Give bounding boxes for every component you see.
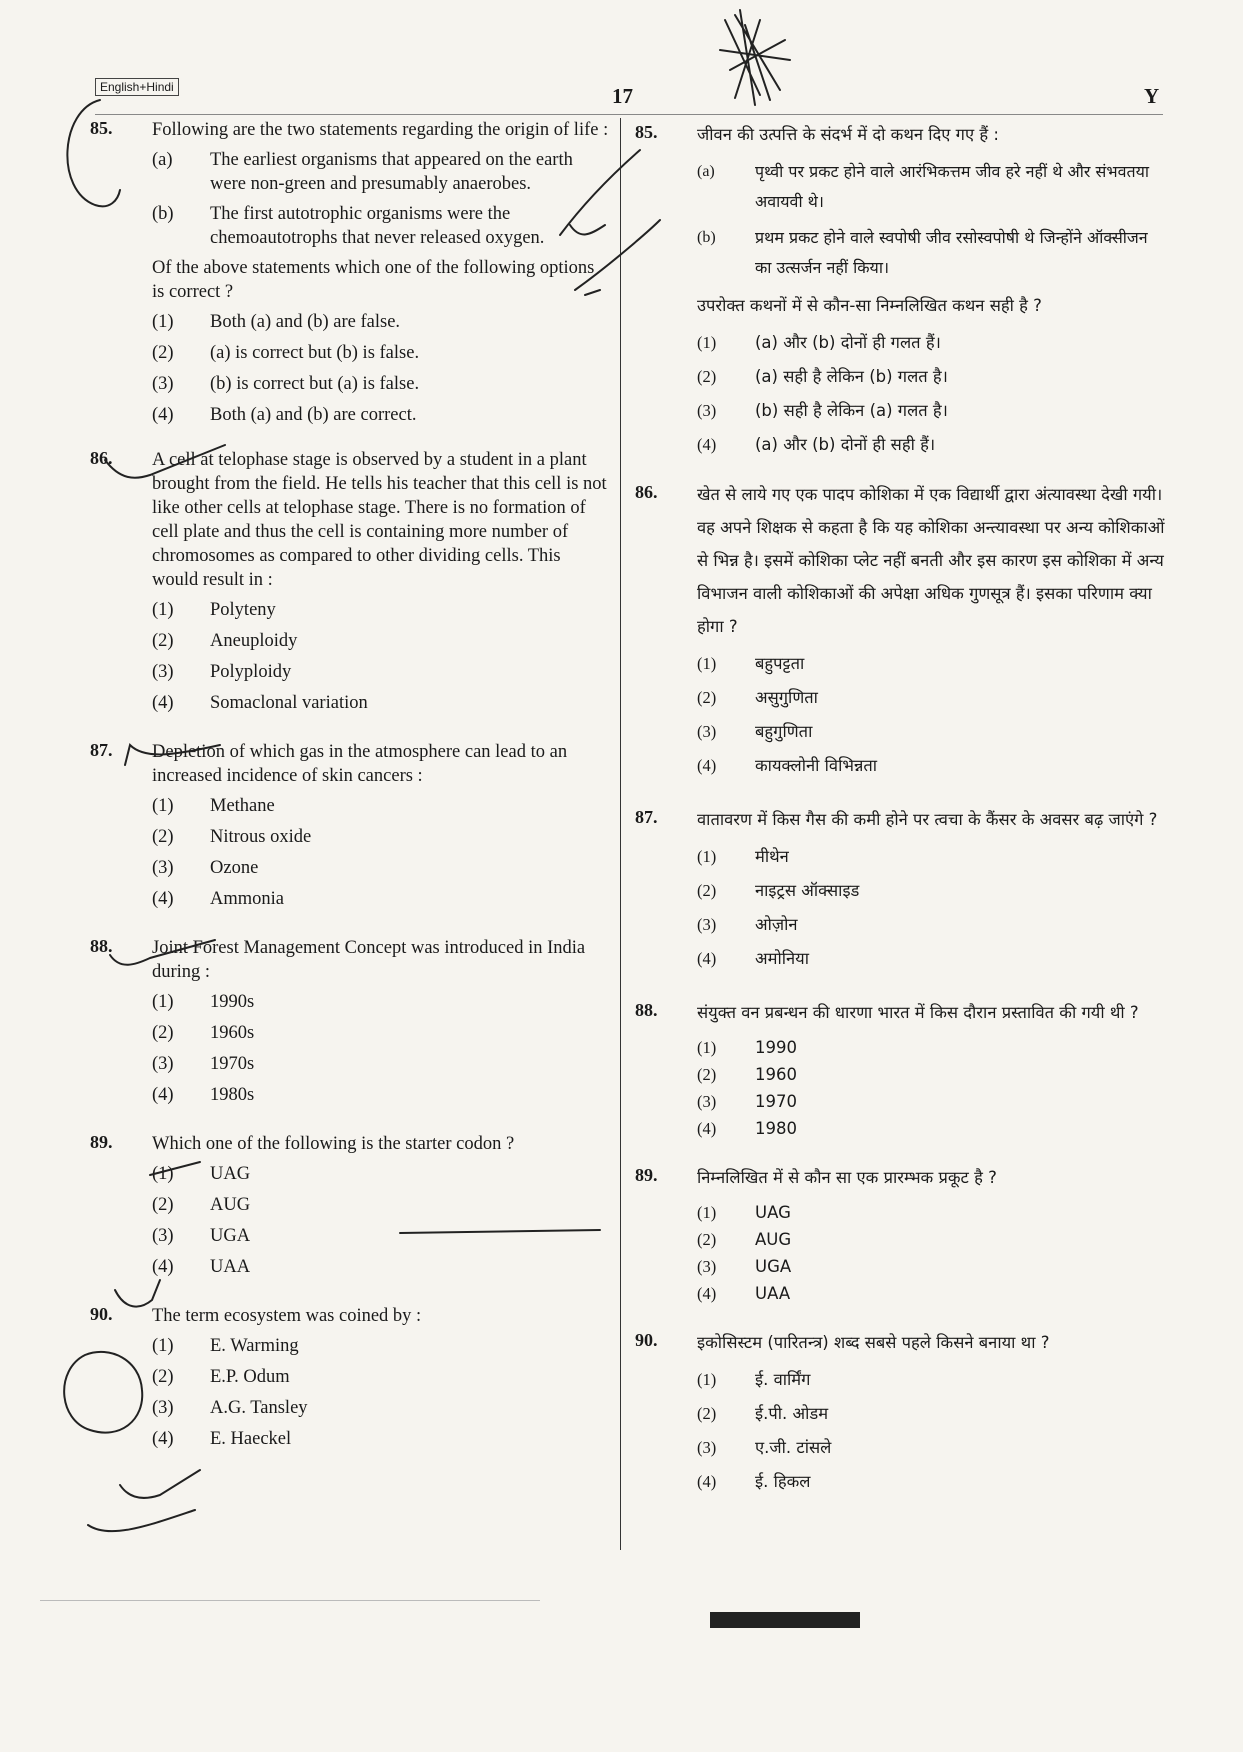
option-text: (a) सही है लेकिन (b) गलत है। [755,367,948,386]
option-1[interactable] [152,598,610,629]
option-number: (3) [697,1257,717,1276]
option-text: E. Warming [210,1336,299,1356]
option-number: (1) [697,333,717,352]
option-number: (4) [152,889,174,909]
option-number: (2) [697,1404,717,1423]
option-text: अमोनिया [755,949,810,968]
question-text: A cell at telophase stage is observed by a student in a plant brought from the field. He tells his teacher that this cell is not like other cells at telophase stage. There is no formation of cell plate and thus the cell is containing more number of chromosomes as compared to other dividing cells. This would result in : [152,450,607,590]
option-text: AUG [210,1195,251,1215]
option-number: (1) [697,1370,717,1389]
option-1[interactable] [697,1035,1165,1062]
option-text: ओज़ोन [755,915,798,934]
option-2[interactable] [697,1227,1165,1254]
option-number: (4) [697,1284,717,1303]
option-2[interactable] [152,341,610,372]
option-4[interactable] [152,1427,610,1458]
question-text: इकोसिस्टम (पारितन्त्र) शब्द सबसे पहले किसने बनाया था ? [697,1333,1050,1352]
option-text: ई.पी. ओडम [755,1404,829,1423]
option-text: ए.जी. टांसले [755,1438,832,1457]
option-text: Both (a) and (b) are false. [210,312,401,332]
question-87-en [90,740,610,918]
option-number: (4) [697,1119,717,1138]
option-4[interactable] [152,403,610,434]
option-text: 1960s [210,1023,255,1043]
option-1[interactable] [697,1200,1165,1227]
option-number: (4) [152,1429,174,1449]
question-text: वातावरण में किस गैस की कमी होने पर त्वचा के कैंसर के अवसर बढ़ जाएंगे ? [697,810,1158,829]
language-tag: English+Hindi [95,78,179,96]
option-text: (b) is correct but (a) is false. [210,374,420,394]
option-number: (4) [152,1257,174,1277]
option-number: (1) [152,1336,174,1356]
statement-label: (b) [697,229,716,246]
question-86-en [90,448,610,722]
question-text: The term ecosystem was coined by : [152,1306,422,1326]
option-number: (2) [697,688,717,707]
option-3[interactable] [697,1254,1165,1281]
question-number: 87. [90,740,113,760]
footer-mark [710,1612,860,1628]
option-number: (3) [152,1398,174,1418]
option-number: (3) [152,374,174,394]
option-4[interactable] [152,1255,610,1286]
option-text: UAA [210,1257,251,1277]
question-87-hi [635,803,1165,978]
option-text: नाइट्रस ऑक्साइड [755,881,860,900]
question-text: जीवन की उत्पत्ति के संदर्भ में दो कथन दिए गए हैं : [697,125,999,144]
statement-b [697,223,1165,283]
option-text: 1990s [210,992,255,1012]
option-text: (a) और (b) दोनों ही गलत हैं। [755,333,941,352]
option-number: (2) [697,1230,717,1249]
question-prompt: Of the above statements which one of the following options is correct ? [152,258,595,302]
option-text: असुगुणिता [755,688,818,707]
option-text: Aneuploidy [210,631,298,651]
option-number: (3) [697,1092,717,1111]
option-number: (1) [152,992,174,1012]
option-4[interactable] [697,751,1165,785]
question-number: 88. [90,936,113,956]
option-text: बहुपट्टता [755,654,805,673]
question-prompt: उपरोक्त कथनों में से कौन-सा निम्नलिखित कथन सही है ? [697,296,1042,315]
option-number: (3) [697,722,717,741]
statement-label: (a) [152,150,173,170]
option-number: (3) [152,1054,174,1074]
option-number: (4) [697,435,717,454]
statement-text: The earliest organisms that appeared on the earth were non-green and presumably anaerobes. [210,150,573,194]
option-text: ई. हिकल [755,1472,811,1491]
option-4[interactable] [697,430,1165,464]
statement-b [152,202,610,250]
option-text: AUG [755,1230,792,1249]
option-text: Both (a) and (b) are correct. [210,405,417,425]
option-number: (1) [697,1203,717,1222]
option-text: UAG [210,1164,251,1184]
option-number: (4) [152,405,174,425]
option-text: UAA [755,1284,791,1303]
option-2[interactable] [697,876,1165,910]
scribble-mark [720,10,790,105]
option-text: UGA [755,1257,792,1276]
question-text: निम्नलिखित में से कौन सा एक प्रारम्भक प्रकूट है ? [697,1168,997,1187]
option-1[interactable] [697,649,1165,683]
option-number: (1) [697,654,717,673]
question-number: 89. [635,1165,658,1185]
option-number: (1) [152,1164,174,1184]
option-text: बहुगुणिता [755,722,813,741]
option-1[interactable] [152,794,610,825]
option-3[interactable] [152,856,610,887]
option-number: (2) [697,881,717,900]
option-number: (4) [152,693,174,713]
statement-a [152,148,610,196]
option-3[interactable] [152,1052,610,1083]
question-text: खेत से लाये गए एक पादप कोशिका में एक विद्यार्थी द्वारा अंत्यावस्था देखी गयी। वह अपने शिक्षक से कहता है कि यह कोशिका अन्त्यावस्था पर अन्य कोशिकाओं से भिन्न है। इसमें कोशिका प्लेट नहीं बनती और इस कारण इस कोशिका में अन्य विभाजन वाली कोशिकाओं की अपेक्षा अधिक गुणसूत्र हैं। इसका परिणाम क्या होगा ? [697,485,1165,636]
option-2[interactable] [697,683,1165,717]
question-text: Which one of the following is the starter codon ? [152,1134,515,1154]
option-text: 1980 [755,1119,797,1138]
option-3[interactable] [697,910,1165,944]
option-number: (2) [152,1367,174,1387]
option-2[interactable] [152,629,610,660]
option-text: कायक्लोनी विभिन्नता [755,756,878,775]
option-number: (3) [697,1438,717,1457]
question-number: 90. [90,1304,113,1324]
option-3[interactable] [152,1224,610,1255]
option-text: E. Haeckel [210,1429,292,1449]
option-text: UGA [210,1226,251,1246]
hindi-column [635,118,1165,1519]
question-number: 86. [90,448,113,468]
question-text: Joint Forest Management Concept was introduced in India during : [152,938,586,982]
option-2[interactable] [697,1062,1165,1089]
statement-text: प्रथम प्रकट होने वाले स्वपोषी जीव रसोस्वपोषी थे जिन्होंने ऑक्सीजन का उत्सर्जन नहीं किया। [755,228,1148,277]
option-number: (4) [697,756,717,775]
option-text: 1970s [210,1054,255,1074]
option-number: (2) [697,1065,717,1084]
page-number: 17 [612,84,633,108]
statement-label: (b) [152,204,174,224]
english-column [90,118,610,1476]
option-number: (1) [152,796,174,816]
question-text: Following are the two statements regarding the origin of life : [152,120,609,140]
question-90-en [90,1304,610,1458]
option-2[interactable] [152,1365,610,1396]
option-3[interactable] [152,660,610,691]
footer-rule [40,1600,540,1601]
option-1[interactable] [697,842,1165,876]
option-3[interactable] [152,1396,610,1427]
option-number: (2) [152,827,174,847]
option-4[interactable] [697,1116,1165,1143]
question-number: 86. [635,482,658,502]
option-number: (3) [697,915,717,934]
question-number: 85. [635,122,658,142]
question-number: 88. [635,1000,658,1020]
option-4[interactable] [697,1281,1165,1308]
option-1[interactable] [697,1365,1165,1399]
question-number: 90. [635,1330,658,1350]
option-text: 1980s [210,1085,255,1105]
option-number: (1) [697,1038,717,1057]
option-number: (2) [152,631,174,651]
set-code: Y [1144,84,1160,108]
option-1[interactable] [152,1162,610,1193]
option-1[interactable] [152,990,610,1021]
option-2[interactable] [152,1021,610,1052]
option-4[interactable] [697,1467,1165,1501]
option-text: (b) सही है लेकिन (a) गलत है। [755,401,948,420]
option-4[interactable] [697,944,1165,978]
option-text: Ammonia [210,889,284,909]
option-number: (2) [152,1023,174,1043]
header-rule [95,114,1163,115]
option-text: E.P. Odum [210,1367,290,1387]
option-3[interactable] [697,1089,1165,1116]
option-number: (3) [152,662,174,682]
option-text: UAG [755,1203,791,1222]
option-1[interactable] [152,1334,610,1365]
option-3[interactable] [697,1433,1165,1467]
option-4[interactable] [152,691,610,722]
statement-text: पृथ्वी पर प्रकट होने वाले आरंभिकत्तम जीव हरे नहीं थे और संभवतया अवायवी थे। [755,162,1150,211]
option-text: Polyteny [210,600,276,620]
option-number: (3) [152,1226,174,1246]
option-text: Polyploidy [210,662,292,682]
option-text: Somaclonal variation [210,693,368,713]
option-text: 1970 [755,1092,797,1111]
question-number: 85. [90,118,113,138]
option-3[interactable] [697,717,1165,751]
question-85-en [90,118,610,434]
option-text: 1990 [755,1038,797,1057]
option-2[interactable] [697,1399,1165,1433]
option-2[interactable] [152,1193,610,1224]
answer-tick-90 [88,1470,200,1531]
question-88-hi [635,996,1165,1143]
question-88-en [90,936,610,1114]
option-1[interactable] [697,328,1165,362]
option-text: 1960 [755,1065,797,1084]
option-2[interactable] [697,362,1165,396]
option-number: (4) [697,1472,717,1491]
option-1[interactable] [152,310,610,341]
option-number: (1) [697,847,717,866]
option-text: Ozone [210,858,259,878]
option-text: मीथेन [755,847,789,866]
question-86-hi [635,478,1165,785]
option-2[interactable] [152,825,610,856]
question-text: संयुक्त वन प्रबन्धन की धारणा भारत में किस दौरान प्रस्तावित की गयी थी ? [697,1003,1139,1022]
option-number: (3) [697,401,717,420]
option-text: ई. वार्मिंग [755,1370,811,1389]
option-number: (4) [152,1085,174,1105]
statement-a [697,157,1165,217]
option-text: A.G. Tansley [210,1398,308,1418]
question-89-en [90,1132,610,1286]
question-90-hi [635,1326,1165,1501]
option-text: (a) is correct but (b) is false. [210,343,420,363]
column-divider [620,118,621,1550]
option-number: (4) [697,949,717,968]
question-number: 87. [635,807,658,827]
option-text: (a) और (b) दोनों ही सही हैं। [755,435,936,454]
statement-text: The first autotrophic organisms were the chemoautotrophs that never released oxygen. [210,204,545,248]
option-4[interactable] [152,1083,610,1114]
option-3[interactable] [697,396,1165,430]
question-text: Depletion of which gas in the atmosphere can lead to an increased incidence of skin cancers : [152,742,568,786]
option-number: (2) [152,343,174,363]
option-text: Methane [210,796,275,816]
option-number: (1) [152,312,174,332]
question-number: 89. [90,1132,113,1152]
question-89-hi [635,1161,1165,1308]
option-number: (2) [697,367,717,386]
option-text: Nitrous oxide [210,827,312,847]
question-85-hi [635,118,1165,464]
option-number: (1) [152,600,174,620]
option-number: (2) [152,1195,174,1215]
statement-label: (a) [697,163,715,180]
option-number: (3) [152,858,174,878]
option-3[interactable] [152,372,610,403]
option-4[interactable] [152,887,610,918]
